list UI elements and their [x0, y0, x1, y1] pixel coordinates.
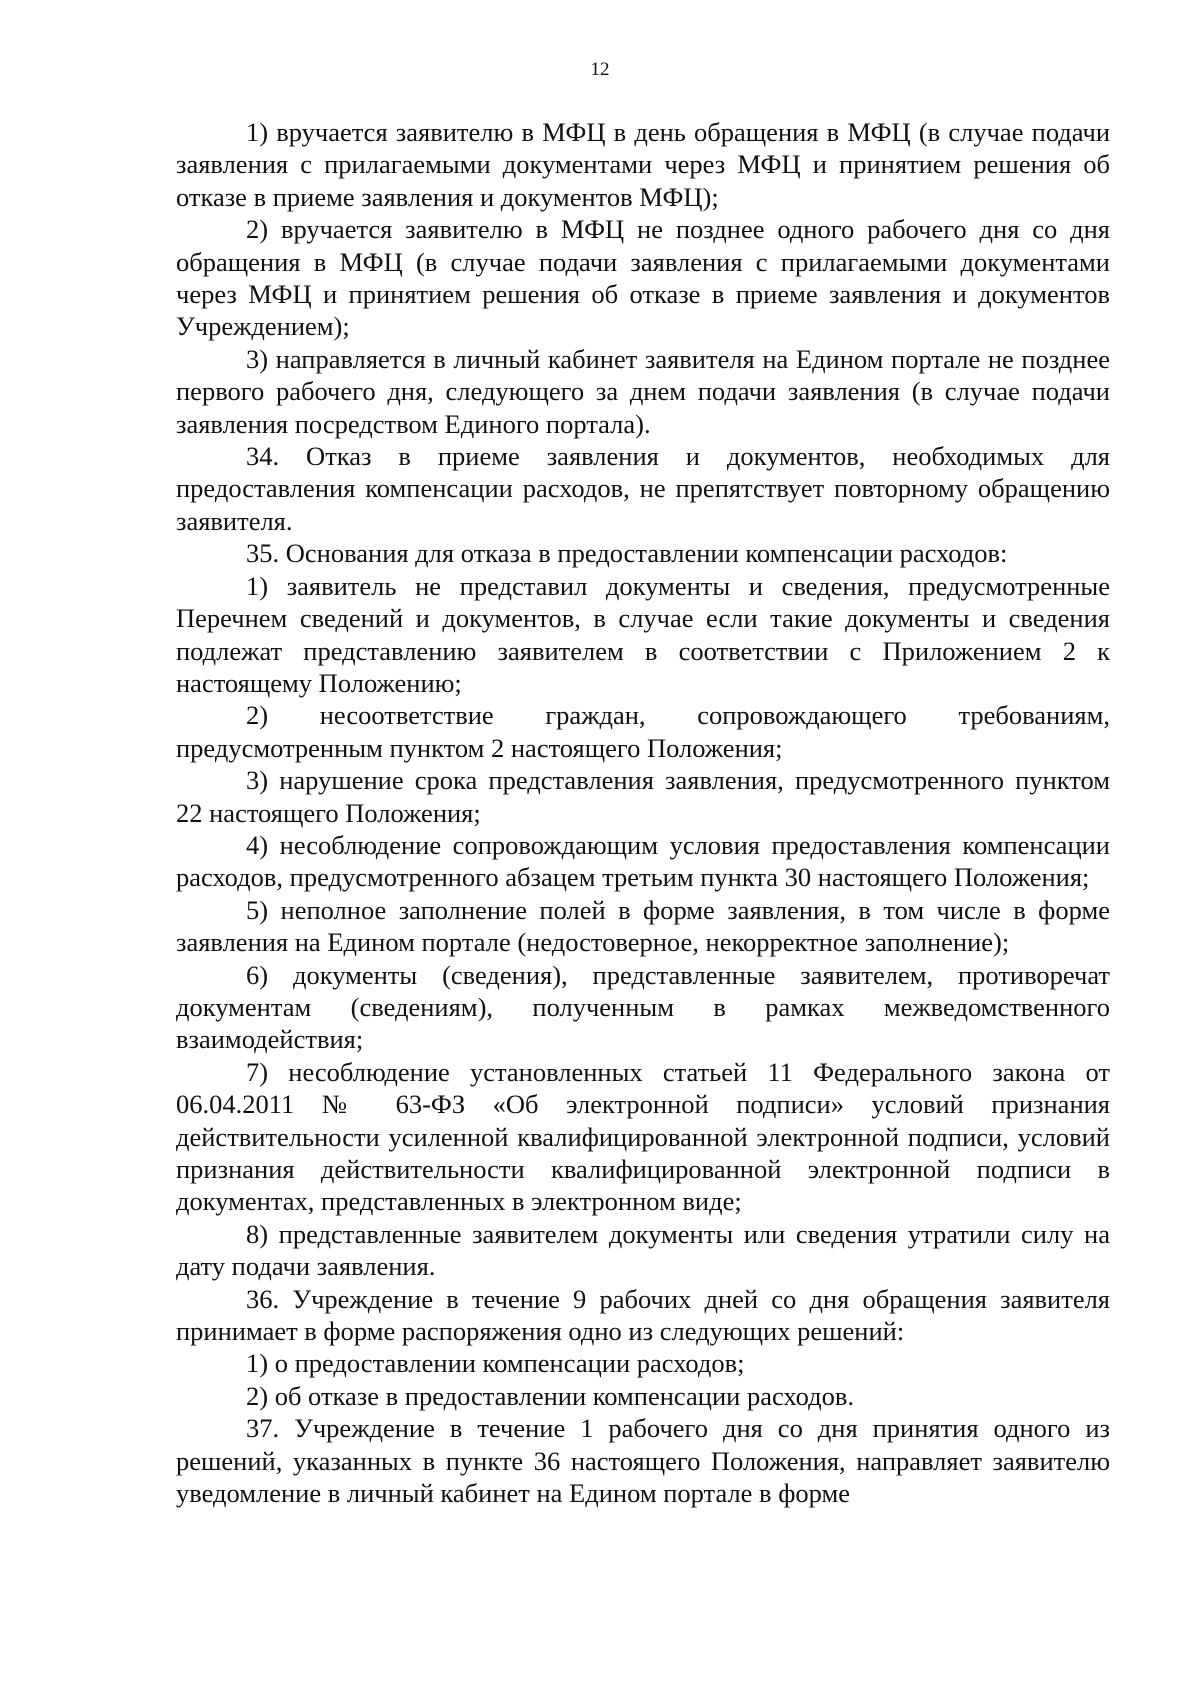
paragraph: 34. Отказ в приеме заявления и документов, необходимых для предоставления компенсации расходов, не препятствует повторному обращению заявителя.: [176, 441, 1110, 536]
paragraph: 2) об отказе в предоставлении компенсации расходов.: [246, 1380, 854, 1411]
paragraph: 6) документы (сведения), представленные заявителем, противоречат документам (сведениям), полученным в рамках межведомственного взаимодействия;: [176, 959, 1110, 1055]
paragraph: 1) о предоставлении компенсации расходов;: [246, 1348, 745, 1379]
document-body: [176, 116, 1110, 1509]
paragraph: 3) направляется в личный кабинет заявителя на Едином портале не позднее первого рабочего дня, следующего за днем подачи заявления (в случае подачи заявления посредством Единого портала).: [176, 343, 1110, 439]
paragraph: 7) несоблюдение установленных статьей 11 Федерального закона от 06.04.2011 № 63-ФЗ «Об электронной подписи» условий признания действительности усиленной квалифицированной электронной подписи, условий признания действительности квалифицированной электронной подписи в документах, представленных в электронном виде;: [176, 1056, 1110, 1217]
paragraph: 3) нарушение срока представления заявления, предусмотренного пунктом 22 настоящего Положения;: [176, 765, 1110, 828]
paragraph: 37. Учреждение в течение 1 рабочего дня со дня принятия одного из решений, указанных в пункте 36 настоящего Положения, направляет заявителю уведомление в личный кабинет на Едином портале в форме: [176, 1413, 1110, 1509]
paragraph: 4) несоблюдение сопровождающим условия предоставления компенсации расходов, предусмотренного абзацем третьим пункта 30 настоящего Положения;: [176, 829, 1110, 893]
paragraph: 5) неполное заполнение полей в форме заявления, в том числе в форме заявления на Едином портале (недостоверное, некорректное заполнение);: [176, 894, 1110, 958]
paragraph: 35. Основания для отказа в предоставлении компенсации расходов:: [246, 538, 1008, 569]
paragraph: 36. Учреждение в течение 9 рабочих дней со дня обращения заявителя принимает в форме распоряжения одно из следующих решений:: [176, 1283, 1110, 1347]
paragraph: 1) вручается заявителю в МФЦ в день обращения в МФЦ (в случае подачи заявления с прилагаемыми документами через МФЦ и принятием решения об отказе в приеме заявления и документов МФЦ);: [176, 117, 1110, 212]
paragraph: 8) представленные заявителем документы или сведения утратили силу на дату подачи заявления.: [176, 1218, 1110, 1282]
paragraph: 2) вручается заявителю в МФЦ не позднее одного рабочего дня со дня обращения в МФЦ (в случае подачи заявления с прилагаемыми документами через МФЦ и принятием решения об отказе в приеме заявления и документов Учреждением);: [176, 214, 1110, 342]
page-number: 12: [590, 59, 610, 80]
paragraph: 1) заявитель не представил документы и сведения, предусмотренные Перечнем сведений и документов, в случае если такие документы и сведения подлежат представлению заявителем в соответствии с Приложением 2 к настоящему Положению;: [176, 570, 1110, 698]
paragraph: 2) несоответствие граждан, сопровождающего требованиям, предусмотренным пунктом 2 настоящего Положения;: [176, 700, 1110, 763]
